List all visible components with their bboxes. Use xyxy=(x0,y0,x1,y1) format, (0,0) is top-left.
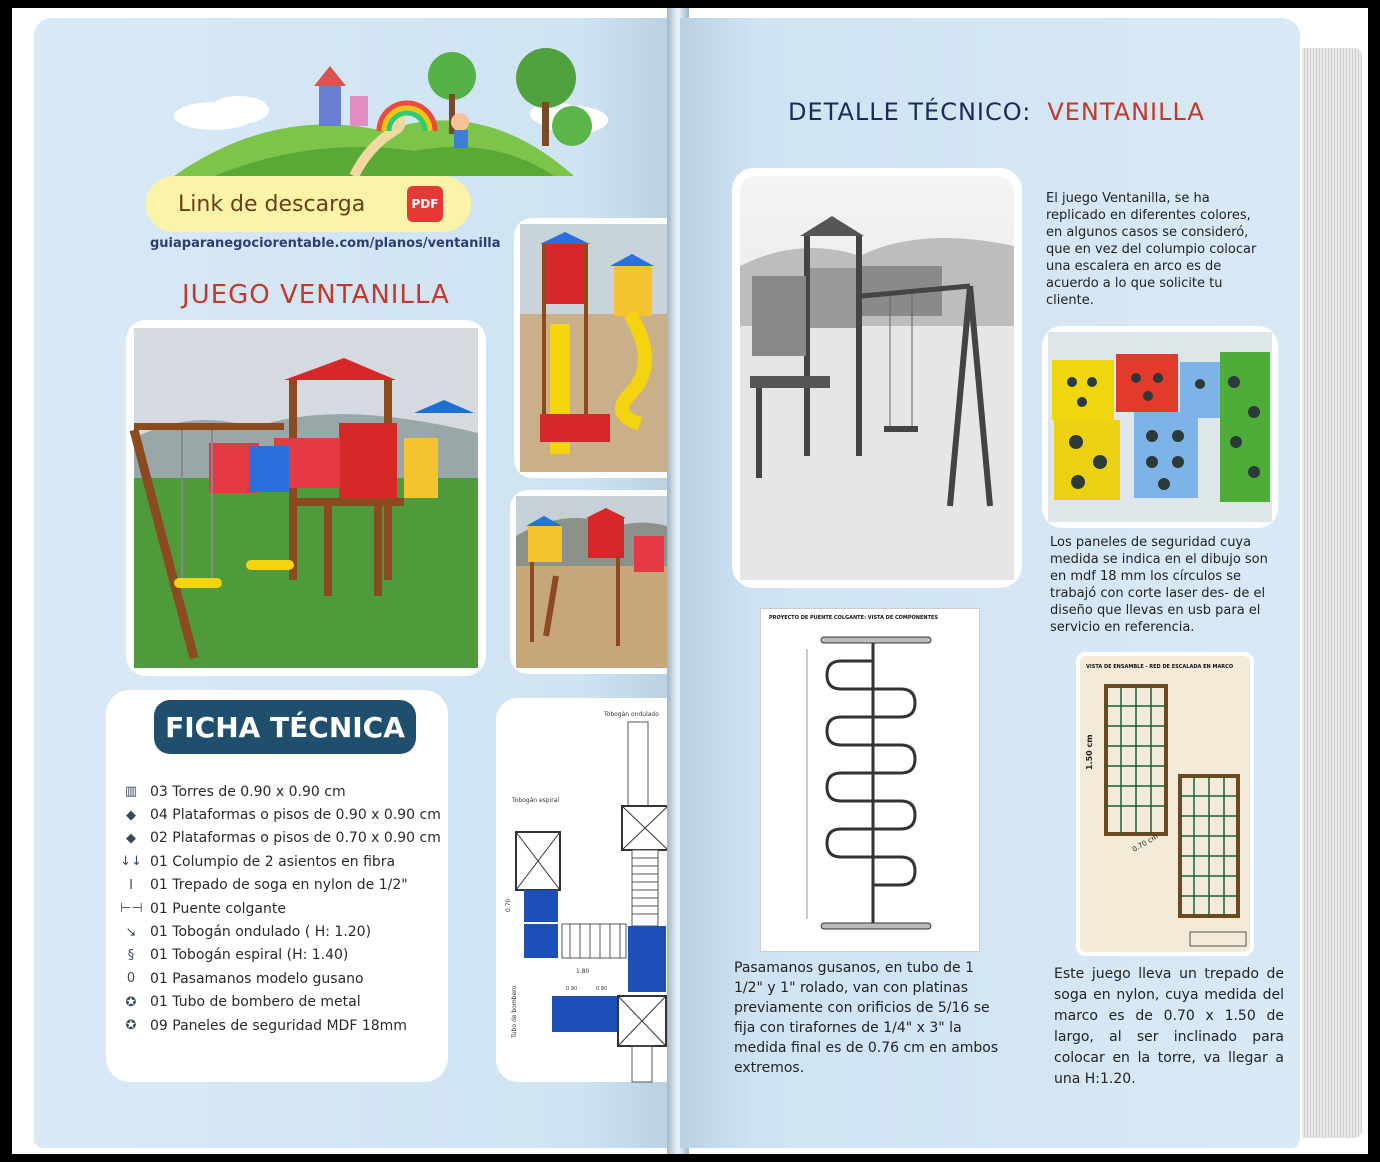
pencil-sketch-image xyxy=(740,176,1014,580)
download-link-pill[interactable] xyxy=(146,176,471,232)
hills-illustration xyxy=(154,36,614,176)
list-item xyxy=(120,874,441,897)
left-page xyxy=(34,18,674,1148)
list-item-text: 01 Columpio de 2 asientos en fibra xyxy=(150,853,396,870)
plan-label-bombero: Tubo de bombero xyxy=(511,985,518,1038)
climbing-net-svg xyxy=(1080,656,1250,952)
list-item-text: 01 Tubo de bombero de metal xyxy=(150,994,361,1011)
download-url[interactable]: guiaparanegociorentable.com/planos/ventanilla xyxy=(150,236,501,251)
list-item-text: 04 Plataformas o pisos de 0.90 x 0.90 cm xyxy=(150,807,441,824)
detail-title-text: DETALLE TÉCNICO: xyxy=(788,98,1032,126)
plan-label-ondulado: Tobogán ondulado xyxy=(604,711,659,718)
floor-plan-card xyxy=(496,698,696,1082)
site-image xyxy=(516,496,690,668)
bridge-icon: ⊢⊣ xyxy=(120,901,143,917)
drawing2-title: VISTA DE ENSAMBLE - RED DE ESCALADA EN MARCO xyxy=(1086,664,1234,670)
list-item-text: 01 Tobogán espiral (H: 1.40) xyxy=(150,947,349,964)
panel-icon: ✪ xyxy=(125,1018,137,1034)
download-link-label: Link de descarga xyxy=(178,191,366,217)
detail-title-accent: VENTANILLA xyxy=(1047,98,1205,126)
list-item xyxy=(120,780,441,803)
plan-label-090a: 0.90 xyxy=(566,986,578,992)
detail-title xyxy=(788,98,1205,126)
description-ventanilla: El juego Ventanilla, se ha replicado en diferentes colores, en algunos casos se consideró, que en vez del columpio colocar una escalera en arco es de acuerdo a lo que solicite tu cliente. xyxy=(1046,191,1257,308)
list-item-text: 01 Trepado de soga en nylon de 1/2" xyxy=(150,877,408,894)
ficha-tecnica-title: FICHA TÉCNICA xyxy=(154,700,416,754)
list-item-text: 01 Pasamanos modelo gusano xyxy=(150,970,364,987)
list-item xyxy=(120,944,441,967)
list-item-text: 01 Puente colgante xyxy=(150,900,286,917)
list-item xyxy=(120,897,441,920)
rope-icon: I xyxy=(129,877,133,893)
monkey-bars-drawing xyxy=(760,608,980,952)
net-width-label: 0.70 cm xyxy=(1131,832,1160,854)
main-playground-photo xyxy=(126,320,486,676)
plan-label-180: 1.80 xyxy=(576,968,590,975)
ficha-tecnica-card xyxy=(106,690,448,1082)
net-height-label: 1.50 cm xyxy=(1085,734,1094,770)
list-item-text: 02 Plataformas o pisos de 0.70 x 0.90 cm xyxy=(150,830,441,847)
pencil-sketch-card xyxy=(732,168,1022,588)
platform-icon: ◆ xyxy=(126,807,136,823)
list-item xyxy=(120,967,441,990)
list-item xyxy=(120,850,441,873)
slides-image xyxy=(520,224,678,472)
slide-icon: ↘ xyxy=(125,924,137,940)
platform-icon: ◆ xyxy=(126,830,136,846)
game-title: JUEGO VENTANILLA xyxy=(182,280,450,310)
list-item xyxy=(120,1014,441,1037)
plan-label-070b: 0.70 xyxy=(505,898,512,912)
list-item xyxy=(120,991,441,1014)
right-page xyxy=(680,18,1300,1148)
monkey-bars-icon: 0 xyxy=(126,971,136,987)
list-item-text: 01 Tobogán ondulado ( H: 1.20) xyxy=(150,924,372,941)
list-item xyxy=(120,827,441,850)
list-item-text: 03 Torres de 0.90 x 0.90 cm xyxy=(150,783,346,800)
floor-plan-drawing xyxy=(496,698,696,1082)
pdf-icon[interactable]: PDF xyxy=(407,186,443,222)
playground-image xyxy=(134,328,478,668)
page-edges xyxy=(1302,48,1362,1138)
list-item xyxy=(120,803,441,826)
safety-panels-card xyxy=(1042,326,1278,528)
swing-icon: ↓↓ xyxy=(120,854,142,870)
pole-icon: ✪ xyxy=(125,994,137,1010)
safety-panels-image xyxy=(1048,332,1272,522)
list-item-text: 09 Paneles de seguridad MDF 18mm xyxy=(150,1017,407,1034)
open-book xyxy=(12,8,1368,1154)
list-item xyxy=(120,920,441,943)
description-panels: Los paneles de seguridad cuya medida se indica en el dibujo son en mdf 18 mm los círculos se trabajó con corte laser des- de el diseño que llevas en usb para el servicio en referencia. xyxy=(1050,535,1268,635)
photo-playground-slides xyxy=(514,218,684,478)
monkey-bars-svg xyxy=(761,609,979,951)
drawing1-title: PROYECTO DE PUENTE COLGANTE: VISTA DE COMPONENTES xyxy=(769,615,939,621)
tower-icon: ▥ xyxy=(124,784,138,800)
climbing-net-drawing xyxy=(1076,652,1254,956)
header-illustration xyxy=(154,36,614,176)
ficha-tecnica-list xyxy=(120,780,441,1037)
plan-label-090b: 0.90 xyxy=(596,986,608,992)
description-climbing-net: Este juego lleva un trepado de soga en nylon, cuya medida del marco es de 0.70 x 1.50 de largo, al ser inclinado para colocar en la torre, va llegar a una H:1.20. xyxy=(1054,966,1284,1087)
spiral-slide-icon: § xyxy=(127,947,135,963)
description-monkey-bars: Pasamanos gusanos, en tubo de 1 1/2" y 1" rolado, van con platinas previamente con orificios de 5/16 se fija con tirafornes de 1/4" x 3" la medida final es de 0.76 cm en ambos extremos. xyxy=(734,960,999,1076)
plan-label-espiral: Tobogán espiral xyxy=(512,797,560,804)
